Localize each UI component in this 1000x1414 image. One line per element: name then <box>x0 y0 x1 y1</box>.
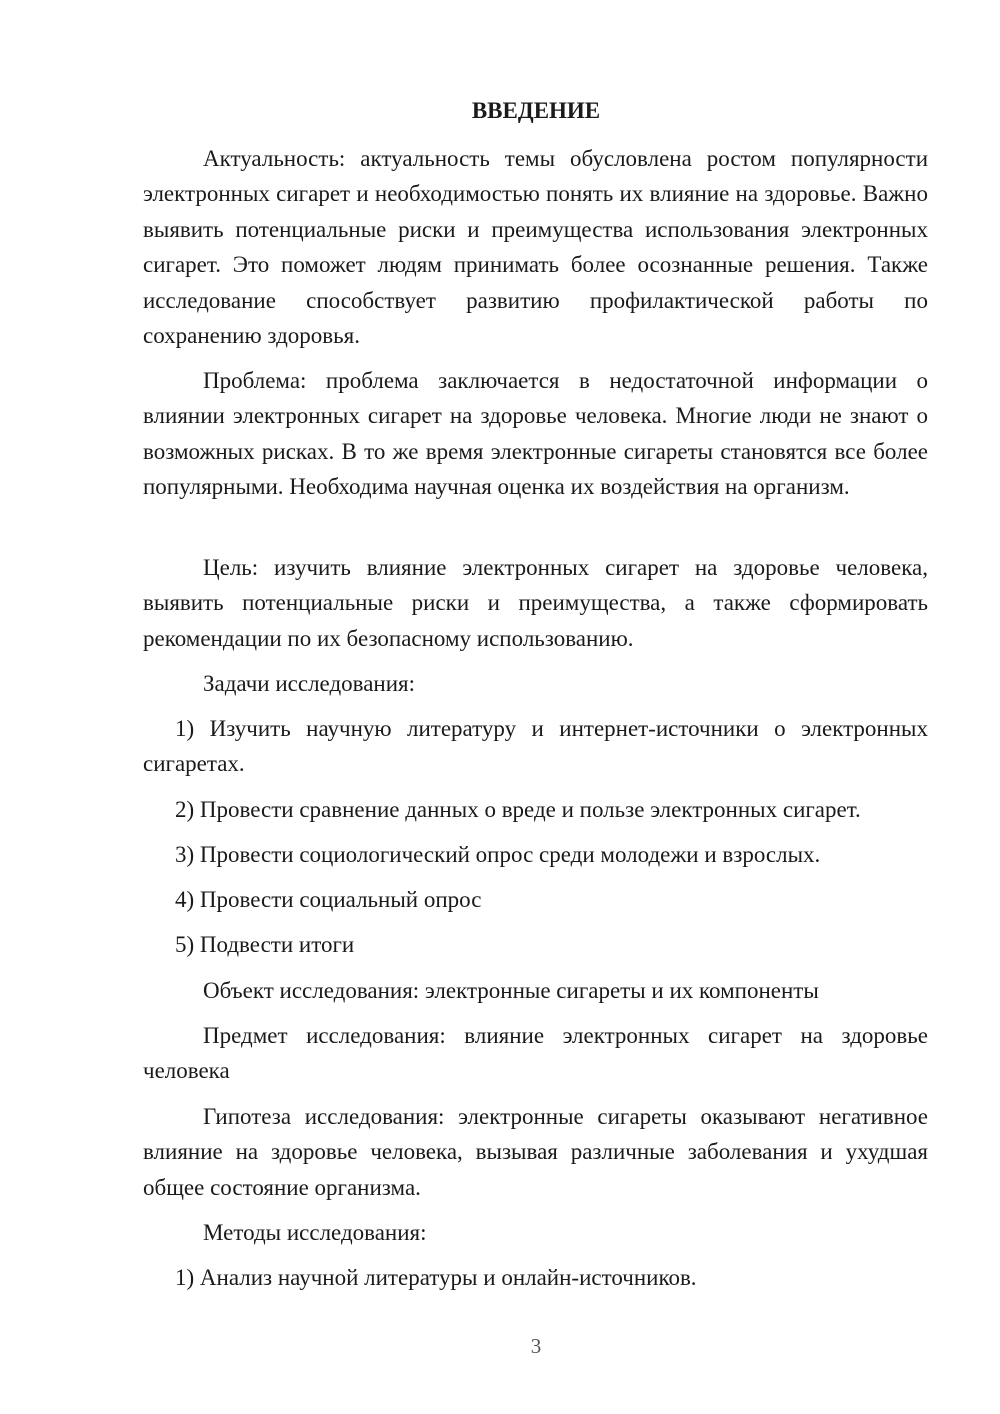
paragraph-relevance: Актуальность: актуальность темы обусловлена ростом популярности электронных сигарет и необходимостью понять их влияние на здоровье. Важно выявить потенциальные риски и преимущества использования электронных сигарет. Это поможет людям принимать более осознанные решения. Также исследование способствует развитию профилактической работы по сохранению здоровья. <box>143 146 928 349</box>
paragraph-object: Объект исследования: электронные сигареты и их компоненты <box>203 978 819 1003</box>
task-item-2: 2) Провести сравнение данных о вреде и пользе электронных сигарет. <box>175 797 861 822</box>
task-item-3: 3) Провести социологический опрос среди молодежи и взрослых. <box>175 842 821 867</box>
paragraph-problem: Проблема: проблема заключается в недостаточной информации о влиянии электронных сигарет на здоровье человека. Многие люди не знают о возможных рисках. В то же время электронные сигареты становятся все более популярными. Необходима научная оценка их воздействия на организм. <box>143 368 928 500</box>
page-number: 3 <box>530 1334 542 1358</box>
paragraph-subject: Предмет исследования: влияние электронных сигарет на здоровье человека <box>143 1023 928 1084</box>
paragraph-hypothesis: Гипотеза исследования: электронные сигареты оказывают негативное влияние на здоровье человека, вызывая различные заболевания и ухудшая общее состояние организма. <box>143 1104 928 1200</box>
page-title: ВВЕДЕНИЕ <box>471 98 601 123</box>
task-item-4: 4) Провести социальный опрос <box>175 887 482 912</box>
methods-title: Методы исследования: <box>203 1220 427 1245</box>
task-item-5: 5) Подвести итоги <box>175 932 355 957</box>
paragraph-goal: Цель: изучить влияние электронных сигарет на здоровье человека, выявить потенциальные риски и преимущества, а также сформировать рекомендации по их безопасному использованию. <box>143 555 928 651</box>
tasks-title: Задачи исследования: <box>203 671 416 696</box>
task-item-1: 1) Изучить научную литературу и интернет-источники о электронных сигаретах. <box>143 716 928 777</box>
method-item-1: 1) Анализ научной литературы и онлайн-источников. <box>175 1265 697 1290</box>
